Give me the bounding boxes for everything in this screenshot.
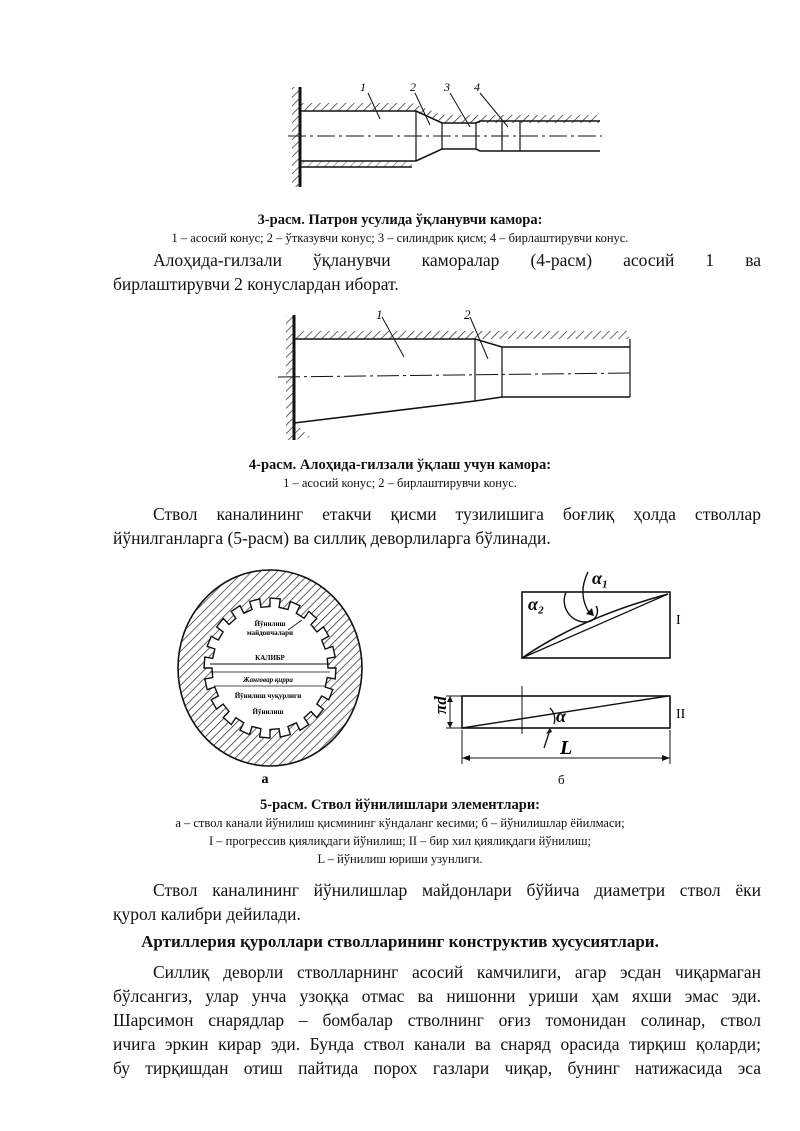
fig5a-letter: а: [261, 772, 269, 787]
figure-5b-rifling-development: [410, 562, 700, 790]
fig3-callout-1: 1: [360, 80, 366, 94]
paragraph-line: бирлаштирувчи 2 конуслардан иборат.: [113, 274, 399, 294]
fig5b-L: L: [560, 737, 573, 759]
figure-5-caption-legend-2: I – прогрессив қиялиқдаги йўнилиш; II – бир хил қиялиқдаги йўнилиш;: [209, 834, 591, 848]
fig5a-label-lands-1: Йўнилиш: [254, 620, 286, 628]
fig5b-alpha1: α₁: [592, 568, 609, 588]
fig5a-label-groove: Йўнилиш: [252, 708, 284, 716]
paragraph-4: [113, 960, 761, 1080]
paragraph-line: қурол калибри дейилади.: [113, 904, 301, 924]
figure-3-caption-legend: 1 – асосий конус; 2 – ўтказувчи конус; 3 – силиндрик қисм; 4 – бирлаштирувчи конус.: [171, 231, 629, 245]
bore-rifling-outline: [204, 598, 336, 738]
fig3-callout-4: 4: [474, 80, 480, 94]
fig5b-alpha2: α₂: [528, 594, 545, 614]
paragraph-line: ичига эркин кирар эди. Бунда ствол канали ва снаряд орасида тирқиш қоларди;: [113, 1034, 761, 1054]
fig4-callout-1: 1: [376, 307, 383, 322]
paragraph-3: [113, 878, 761, 926]
figure-4-caption-title: 4-расм. Алоҳида-гилзали ўқлаш учун камора:: [248, 457, 552, 473]
section-heading: Артиллерия қуроллари стволларининг конструктив хусусиятлари.: [141, 932, 659, 951]
figure-3-chamber-drawing: [280, 75, 610, 195]
paragraph-line: бўлсангиз, улар унча узоққа отмас ва нишонни уриши ҳам яхши эмас эди.: [113, 986, 761, 1006]
fig5a-label-lands-2: майдончалари: [246, 629, 294, 637]
paragraph-1: [113, 248, 761, 296]
paragraph-line: Алоҳида-гилзали ўқланувчи каморалар (4-расм) асосий 1 ва: [153, 250, 761, 270]
paragraph-line: Шарсимон снарядлар – бомбалар стволнинг оғиз томонидан солинар, ствол: [113, 1010, 761, 1030]
fig5b-letter: б: [558, 772, 565, 787]
paragraph-2: [113, 502, 761, 550]
paragraph-line: йўнилганларга (5-расм) ва силлиқ деворлиларга бўлинади.: [113, 528, 551, 548]
figure-5-caption-legend-3: L – йўнилиш юриши узунлиги.: [317, 852, 483, 866]
figure-3-caption-title: 3-расм. Патрон усулида ўқланувчи камора:: [257, 212, 543, 228]
figure-4-caption-legend: 1 – асосий конус; 2 – бирлаштирувчи конус.: [283, 476, 517, 490]
fig5b-alpha: α: [556, 706, 566, 726]
fig4-callout-2: 2: [464, 307, 471, 322]
fig5a-label-groove-depth: Йўнилиш чуқурлиги: [234, 692, 302, 700]
fig5a-label-caliber: КАЛИБР: [255, 654, 285, 662]
fig5a-label-driving-edge: Жанговар қирра: [243, 676, 293, 684]
figure-5-caption-title: 5-расм. Ствол йўнилишлари элементлари:: [259, 797, 541, 813]
fig3-callout-2: 2: [410, 80, 416, 94]
figure-5a-cross-section: [170, 568, 370, 790]
fig5b-roman-2: II: [676, 707, 686, 722]
fig3-callout-3: 3: [444, 80, 450, 94]
paragraph-line: бу тирқишдан отиш пайтида порох газлари чиқар, бунинг натижасида эса: [113, 1058, 761, 1078]
paragraph-line: Силлиқ деворли стволларнинг асосий камчилиги, агар эсдан чиқармаган: [153, 962, 761, 982]
fig5b-pi-d: πd: [431, 696, 450, 714]
figure-4-chamber-drawing: [270, 305, 640, 445]
fig5b-roman-1: I: [676, 613, 681, 628]
paragraph-line: Ствол каналининг етакчи қисми тузилишига боғлиқ ҳолда стволлар: [153, 504, 761, 524]
figure-5-caption-legend-1: а – ствол канали йўнилиш қисмининг кўндаланг кесими; б – йўнилишлар ёйилмаси;: [175, 816, 625, 830]
paragraph-line: Ствол каналининг йўнилишлар майдонлари бўйича диаметри ствол ёки: [153, 880, 761, 900]
